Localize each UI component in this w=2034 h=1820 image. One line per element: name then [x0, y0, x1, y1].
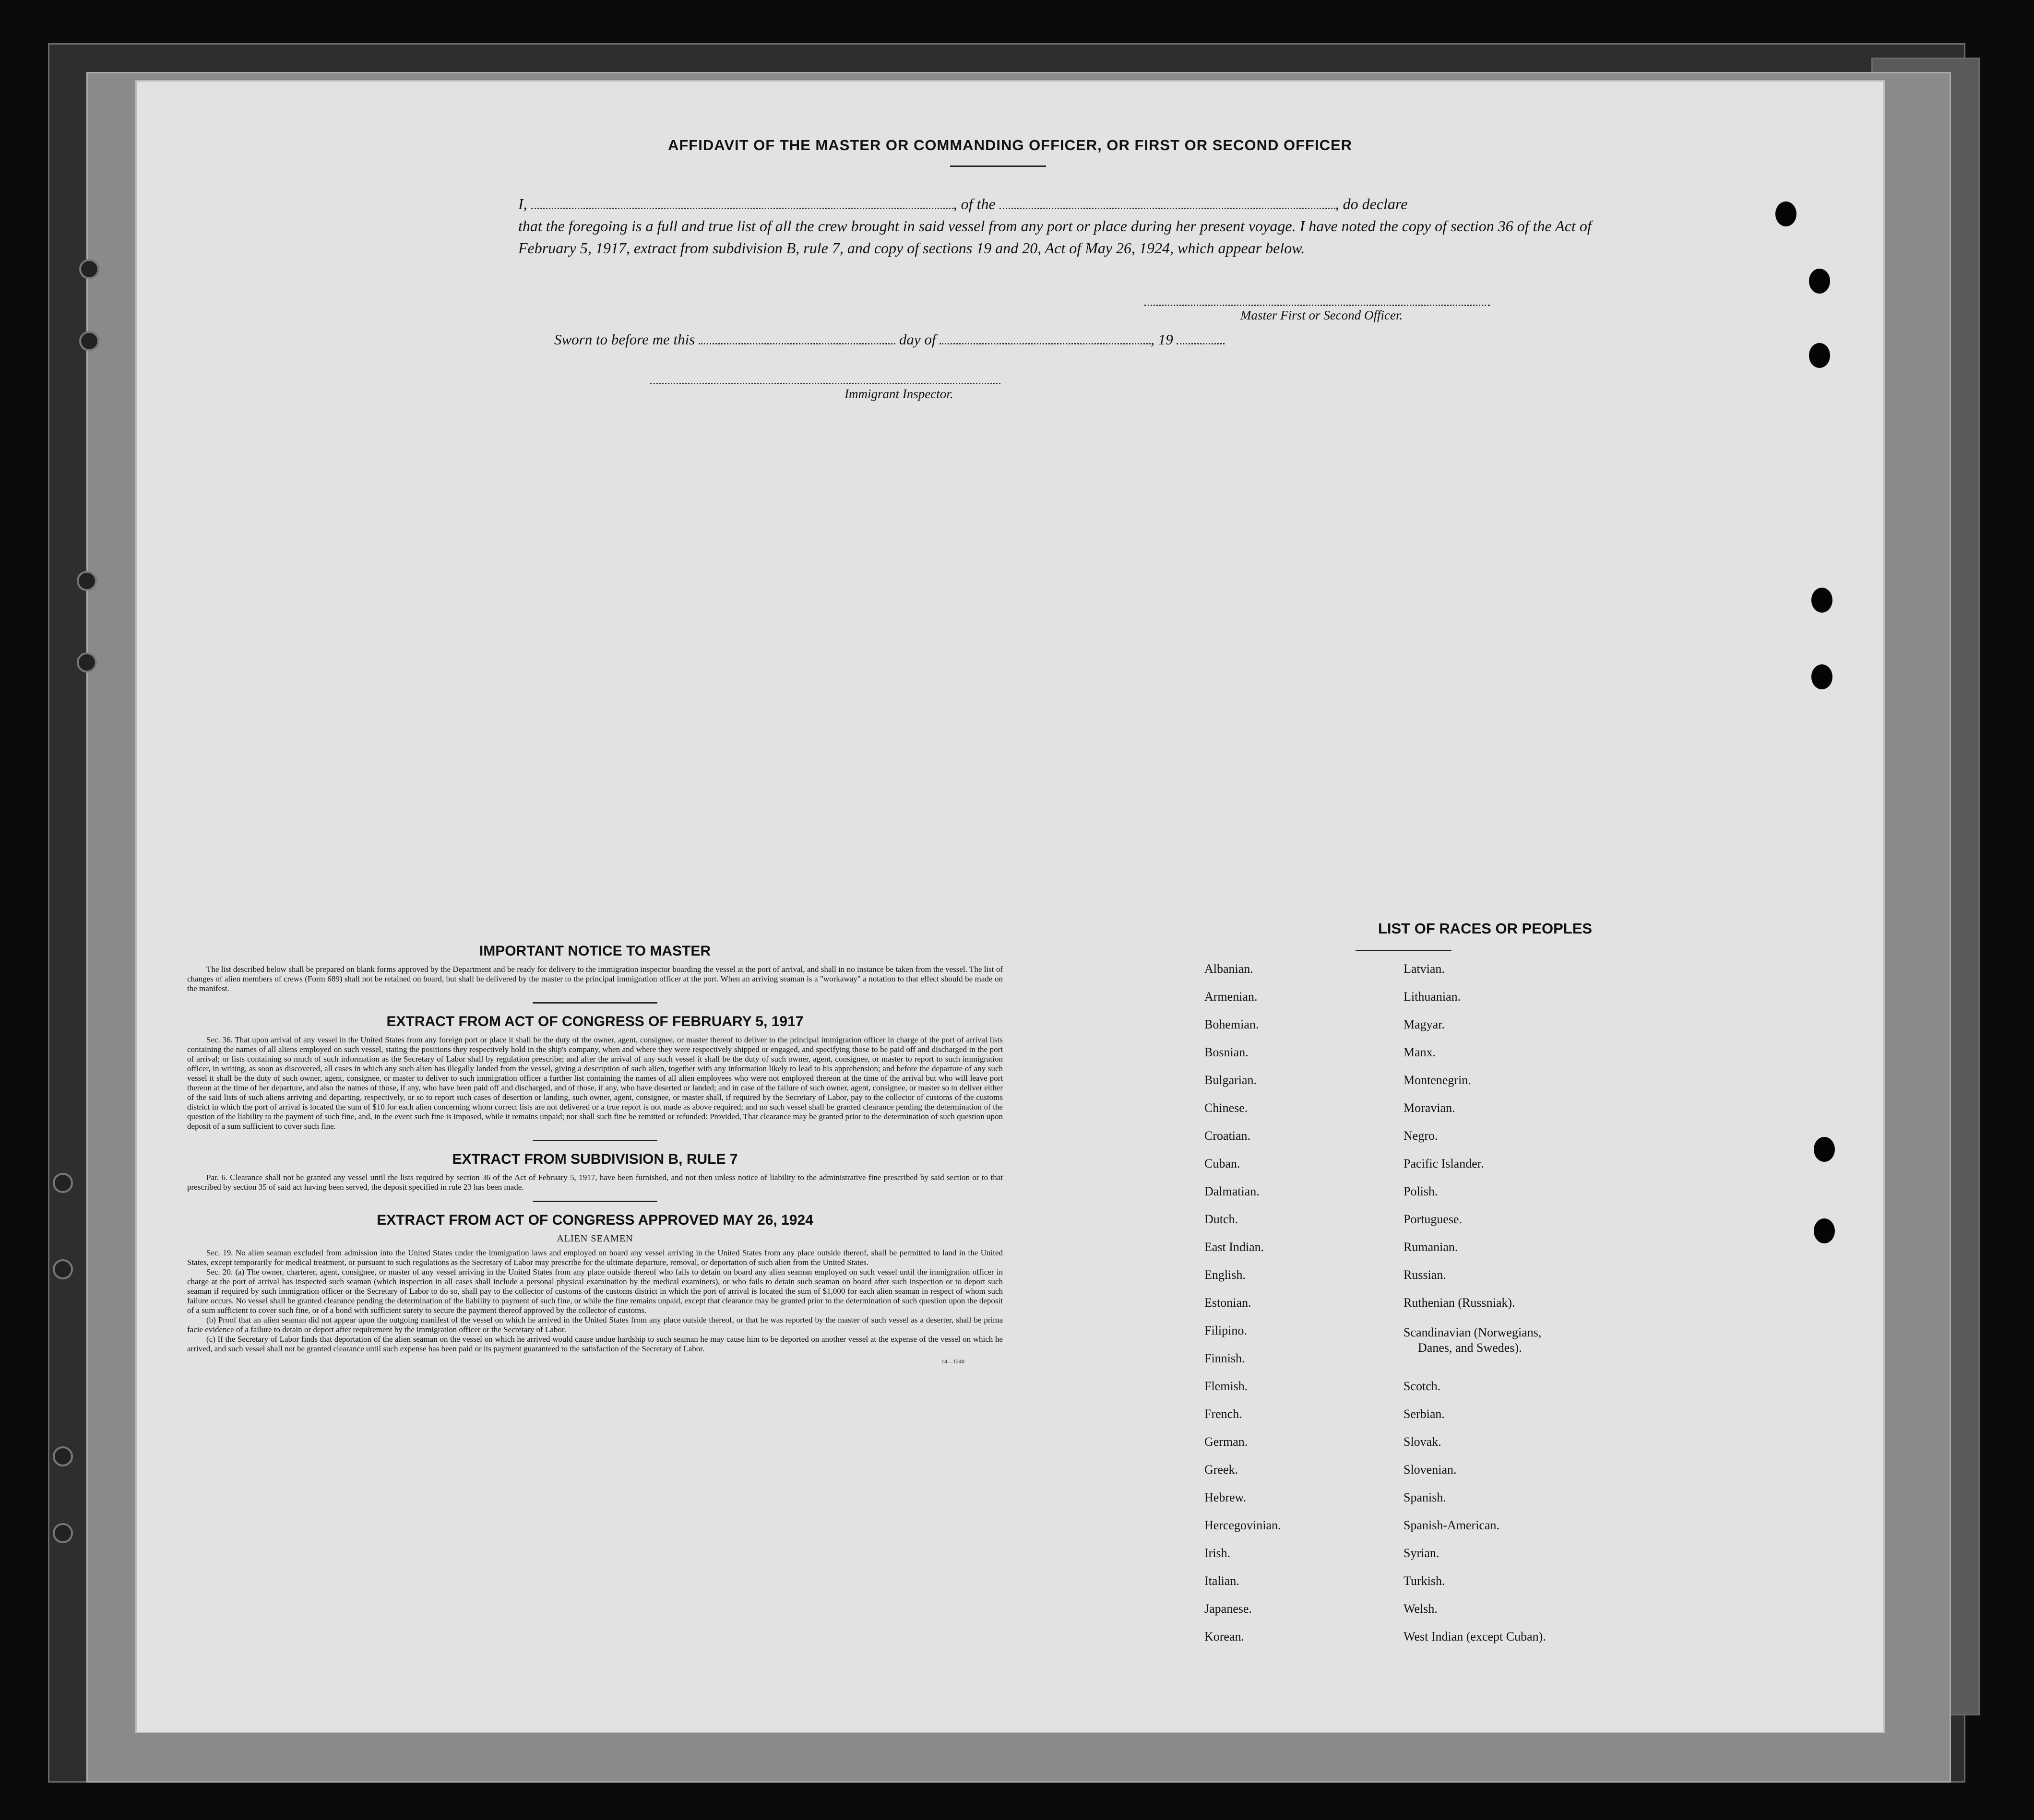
- sec20b-text: (b) Proof that an alien seaman did not appear upon the outgoing manifest of the vessel on which he arrived in the United States from any place outside thereof, or that he was reported by the master of such vessel as a deserter, shall be prima facie evidence of a failure to detain or deport after requirement by the immigration officer or the Secretary of Labor.: [187, 1315, 1003, 1334]
- race-item: Ruthenian (Russniak).: [1404, 1296, 1515, 1310]
- binder-hole: [79, 259, 99, 279]
- binder-hole: [77, 652, 97, 673]
- race-item: Magyar.: [1404, 1017, 1445, 1031]
- race-item: Dalmatian.: [1204, 1184, 1260, 1198]
- rule7-title: EXTRACT FROM SUBDIVISION B, RULE 7: [452, 1151, 738, 1167]
- binder-hole: [53, 1446, 73, 1466]
- sec20a-text: Sec. 20. (a) The owner, charterer, agent, consignee, or master of any vessel arriving in the United States from any place outside thereof who fails to detain on board any alien seaman employed on such vessel until the immigration officer in charge at the port of arrival has inspected such seaman (which inspection in all cases shall include a personal physical examination by the medical examiners), or who fails to detain such seaman on board after such inspection or to deport such seaman if required by such immigration officer or the Secretary of Labor to do so, shall pay to the collector of customs of the customs district in which the port of arrival is located the sum of $1,000 for each alien seaman in respect of whom such failure occurs. No vessel shall be granted clearance pending the determination of the liability to payment of such fine, or while the fine remains unpaid, except that clearance may be granted prior to the determination of such question upon the deposit of a sum sufficient to cover such fine, or of a bond with sufficient surety to secure the payment thereof approved by the collector of customs.: [187, 1267, 1003, 1315]
- sworn-label: Sworn to before me this: [554, 331, 695, 348]
- race-item: Greek.: [1204, 1463, 1238, 1477]
- race-item: Latvian.: [1404, 962, 1445, 976]
- race-item: Slovenian.: [1404, 1463, 1457, 1477]
- binder-hole: [77, 571, 97, 591]
- manifest-form-page: [137, 82, 1883, 1732]
- race-item: French.: [1204, 1407, 1242, 1421]
- divider: [533, 1002, 657, 1004]
- notice-title: IMPORTANT NOTICE TO MASTER: [479, 943, 711, 959]
- form-code: 14—1240: [941, 1358, 964, 1365]
- race-item: Polish.: [1404, 1184, 1438, 1198]
- affidavit-declaration: [518, 193, 1612, 259]
- race-item: Spanish.: [1404, 1490, 1446, 1504]
- race-item: Bulgarian.: [1204, 1073, 1257, 1087]
- notice-text: The list described below shall be prepared on blank forms approved by the Department and be ready for delivery to the immigration inspector boarding the vessel at the port of arrival, and shall in no instance be taken from the vessel. The list of changes of alien members of crews (Form 689) shall not be retained on board, but shall be delivered by the master to the principal immigration officer at the port. When an arriving seaman is a "workaway" a notation to that effect should be made on the manifest.: [187, 965, 1003, 993]
- punch-hole: [1775, 201, 1796, 226]
- race-item: Chinese.: [1204, 1101, 1248, 1115]
- vessel-name-field[interactable]: [999, 195, 1335, 209]
- master-signature-line[interactable]: [1144, 305, 1490, 306]
- race-item: Estonian.: [1204, 1296, 1251, 1310]
- race-item: Scotch.: [1404, 1379, 1441, 1393]
- alien-seamen-subtitle: ALIEN SEAMEN: [557, 1233, 633, 1244]
- binder-hole: [53, 1523, 73, 1543]
- race-item: Filipino.: [1204, 1324, 1247, 1337]
- race-item: Finnish.: [1204, 1351, 1245, 1365]
- binder-hole: [53, 1173, 73, 1193]
- sec20c-text: (c) If the Secretary of Labor finds that deportation of the alien seaman on the vessel on which he arrived would cause undue hardship to such seaman he may cause him to be deported on another vessel at the expense of the vessel on which he arrived, and such vessel shall not be granted clearance until such expense has been paid or its payment guaranteed to the satisfaction of the Secretary of Labor.: [187, 1335, 1003, 1353]
- race-item: Negro.: [1404, 1129, 1438, 1143]
- race-item: Korean.: [1204, 1630, 1245, 1643]
- punch-hole: [1809, 343, 1830, 368]
- sworn-statement: [554, 331, 1225, 348]
- affidavit-i: I,: [518, 195, 527, 213]
- race-item: Irish.: [1204, 1546, 1231, 1560]
- master-name-field[interactable]: [531, 195, 953, 209]
- inspector-signature-line[interactable]: [650, 383, 1000, 384]
- race-item: Rumanian.: [1404, 1240, 1458, 1254]
- race-item: Syrian.: [1404, 1546, 1439, 1560]
- rule7-text: Par. 6. Clearance shall not be granted any vessel until the lists required by section 36 of the Act of February 5, 1917, have been furnished, and not then unless notice of liability to the administrative fine prescribed by said section or to that prescribed by section 35 of said act having been served, the deposit specified in rule 23 has been made.: [187, 1173, 1003, 1192]
- race-item: Moravian.: [1404, 1101, 1455, 1115]
- sworn-year-label: , 19: [1151, 331, 1173, 348]
- sworn-day-field[interactable]: [699, 332, 895, 344]
- race-item: Dutch.: [1204, 1212, 1238, 1226]
- race-item: Turkish.: [1404, 1574, 1445, 1588]
- punch-hole: [1814, 1137, 1835, 1162]
- race-item: Cuban.: [1204, 1157, 1240, 1170]
- affidavit-of-the: , of the: [953, 195, 996, 213]
- race-item: Scandinavian (Norwegians,: [1404, 1325, 1542, 1339]
- race-item-continued: Danes, and Swedes).: [1418, 1341, 1522, 1355]
- sworn-month-field[interactable]: [940, 332, 1151, 344]
- extract-1924-title: EXTRACT FROM ACT OF CONGRESS APPROVED MAY 26, 1924: [377, 1212, 813, 1228]
- race-item: Bosnian.: [1204, 1045, 1249, 1059]
- master-signature-caption: Master First or Second Officer.: [1240, 308, 1403, 322]
- divider: [533, 1201, 657, 1202]
- race-item: Serbian.: [1404, 1407, 1445, 1421]
- affidavit-title: AFFIDAVIT OF THE MASTER OR COMMANDING OFFICER, OR FIRST OR SECOND OFFICER: [667, 137, 1353, 154]
- punch-hole: [1811, 664, 1832, 689]
- race-item: Lithuanian.: [1404, 990, 1461, 1004]
- race-item: Welsh.: [1404, 1602, 1438, 1616]
- sworn-year-field[interactable]: [1177, 332, 1225, 344]
- race-item: Flemish.: [1204, 1379, 1248, 1393]
- sec19-text: Sec. 19. No alien seaman excluded from admission into the United States under the immigration laws and employed on board any vessel arriving in the United States from any place outside thereof, shall be permitted to land in the United States, except temporarily for medical treatment, or pursuant to such regulations as the Secretary of Labor may prescribe for the ultimate departure, removal, or deportation of such alien from the United States.: [187, 1248, 1003, 1267]
- extract-1917-title: EXTRACT FROM ACT OF CONGRESS OF FEBRUARY 5, 1917: [386, 1014, 804, 1029]
- divider: [950, 165, 1046, 167]
- binder-hole: [53, 1259, 73, 1279]
- race-item: Slovak.: [1404, 1435, 1441, 1449]
- race-item: West Indian (except Cuban).: [1404, 1630, 1546, 1643]
- race-item: Manx.: [1404, 1045, 1436, 1059]
- punch-hole: [1809, 269, 1830, 294]
- race-item: Hebrew.: [1204, 1490, 1247, 1504]
- race-item: Japanese.: [1204, 1602, 1252, 1616]
- race-item: English.: [1204, 1268, 1246, 1282]
- race-item: Italian.: [1204, 1574, 1239, 1588]
- extract-1917-text: Sec. 36. That upon arrival of any vessel in the United States from any foreign port or place it shall be the duty of the owner, agent, consignee, or master thereof to deliver to the principal immigration officer in charge of the port of arrival lists containing the names of all aliens employed on such vessel, stating the positions they respectively hold in the ship's company, when and where they were respectively shipped or engaged, and specifying those to be paid off and discharged in the port of arrival; or lists containing so much of such information as the Secretary of Labor shall by regulation prescribe; and after the arrival of any such vessel it shall be the duty of such owner, agent, consignee, or master to report to such immigration officer, in writing, as soon as discovered, all cases in which any such alien has illegally landed from the vessel, giving a description of such alien, together with any information likely to lead to his apprehension; and before the departure of any such vessel it shall be the duty of such owner, agent, consignee, or master to deliver to such immigration officer a further list containing the names of all alien employees who were not employed thereon at the time of the arrival but who will leave port thereon at the time of her departure, and also the names of those, if any, who have been paid off and discharged, and of those, if any, who have deserted or landed; and in case of the failure of such owner, agent, consignee, or master so to deliver either of the said lists of such aliens arriving and departing, respectively, or so to report such cases of desertion or landing, such owner, agent, consignee, or master shall, if required by the Secretary of Labor, pay to the collector of customs of the customs district in which the port of arrival is located the sum of $10 for each alien concerning whom correct lists are not delivered or a true report is not made as above required; and no such vessel shall be granted clearance pending the determination of the question of the liability to the payment of such fine, and, in the event such fine is imposed, while it remains unpaid; nor shall such fine be remitted or refunded: Provided, That clearance may be granted prior to the determination of such question upon deposit of a sum sufficient to cover such fine.: [187, 1035, 1003, 1131]
- divider: [533, 1140, 657, 1141]
- race-item: Armenian.: [1204, 990, 1258, 1004]
- races-title: LIST OF RACES OR PEOPLES: [1378, 920, 1593, 937]
- race-item: Montenegrin.: [1404, 1073, 1471, 1087]
- divider: [1356, 950, 1451, 951]
- race-item: East Indian.: [1204, 1240, 1264, 1254]
- affidavit-do-declare: , do declare: [1335, 195, 1408, 213]
- punch-hole: [1814, 1218, 1835, 1243]
- race-item: Bohemian.: [1204, 1017, 1259, 1031]
- binder-hole: [79, 331, 99, 351]
- race-item: Portuguese.: [1404, 1212, 1463, 1226]
- punch-hole: [1811, 588, 1832, 613]
- race-item: German.: [1204, 1435, 1248, 1449]
- legal-notices: [187, 943, 1003, 1366]
- race-item: Pacific Islander.: [1404, 1157, 1484, 1170]
- race-item: Spanish-American.: [1404, 1518, 1500, 1532]
- inspector-signature-caption: Immigrant Inspector.: [845, 387, 953, 401]
- race-item: Russian.: [1404, 1268, 1446, 1282]
- race-item: Croatian.: [1204, 1129, 1251, 1143]
- affidavit-body: that the foregoing is a full and true list of all the crew brought in said vessel from any port or place during her present voyage. I have noted the copy of section 36 of the Act of February 5, 1917, extract from subdivision B, rule 7, and copy of sections 19 and 20, Act of May 26, 1924, which appear below.: [518, 217, 1592, 257]
- race-item: Hercegovinian.: [1204, 1518, 1281, 1532]
- race-item: Albanian.: [1204, 962, 1253, 976]
- sworn-day-label: day of: [899, 331, 936, 348]
